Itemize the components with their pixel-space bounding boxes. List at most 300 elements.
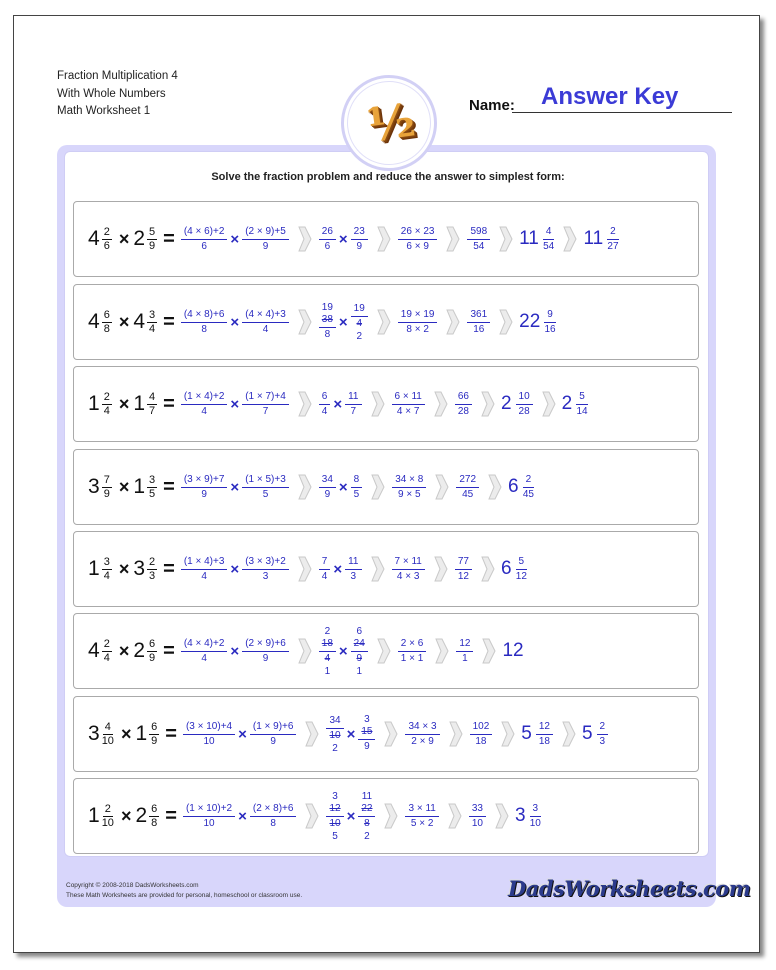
- fraction-numerator: 8: [351, 473, 363, 488]
- answer-whole: 6: [508, 476, 519, 497]
- fraction-denominator: 5: [262, 488, 269, 500]
- fraction-numerator: (2 × 9)+5: [242, 225, 289, 240]
- fraction-numerator: 2: [149, 555, 156, 568]
- multiply-sign: ×: [230, 395, 240, 413]
- cancel-result-numerator: 3: [332, 790, 338, 802]
- problem-question: [88, 226, 180, 253]
- fraction-numerator: 5: [516, 555, 528, 570]
- answer-whole: 11: [583, 228, 604, 249]
- step-fraction: [358, 791, 375, 842]
- instructions: Solve the fraction problem and reduce the answer to simplest form:: [211, 171, 565, 183]
- answer-whole: 11: [519, 228, 539, 249]
- fraction-denominator: 9: [262, 652, 269, 664]
- whole-number-2: 2: [135, 804, 148, 827]
- step-arrow-icon: [446, 226, 460, 252]
- equals-sign: =: [163, 639, 175, 662]
- step-arrow-icon: [298, 474, 312, 500]
- fraction-numerator: (3 × 3)+2: [242, 555, 289, 570]
- whole-number-2: 2: [133, 639, 146, 662]
- fraction-numerator: 2: [103, 637, 110, 650]
- question-fraction-2: [147, 309, 157, 336]
- fraction-denominator: 3: [262, 570, 269, 582]
- fraction-numerator: 12: [536, 720, 553, 735]
- fraction-denominator: 6 × 9: [406, 240, 429, 252]
- whole-number-2: 2: [133, 227, 146, 250]
- fraction-numerator: 77: [455, 555, 472, 570]
- fraction-denominator: 8 × 2: [406, 323, 429, 335]
- step-fraction: [319, 390, 331, 419]
- fraction-denominator: 4: [201, 405, 207, 417]
- step-fraction: [398, 225, 438, 254]
- question-fraction-2: [149, 803, 159, 830]
- fraction-denominator: 4: [356, 318, 363, 329]
- step-arrow-icon: [371, 474, 385, 500]
- fraction-numerator: 272: [456, 473, 479, 488]
- step-arrow-icon: [499, 226, 513, 252]
- cancel-result-denominator: 2: [364, 830, 370, 842]
- fraction-numerator: 3: [103, 555, 110, 568]
- solution-steps: [180, 390, 589, 419]
- problem-question: [88, 721, 182, 748]
- multiply-sign: ×: [338, 230, 348, 248]
- step-fraction: [250, 802, 297, 831]
- cancel-result-numerator: 6: [356, 625, 363, 637]
- multiply-sign: ×: [333, 395, 343, 413]
- whole-number-2: 4: [133, 310, 146, 333]
- step-fraction: [455, 390, 472, 419]
- fraction-denominator: 28: [457, 405, 469, 417]
- whole-number-1: 4: [88, 639, 100, 662]
- equals-sign: =: [165, 804, 177, 827]
- fraction-numerator: 6: [319, 390, 331, 405]
- question-fraction-2: [147, 474, 157, 501]
- step-arrow-icon: [449, 721, 463, 747]
- step-fraction: [242, 555, 289, 584]
- fraction-numerator: (1 × 4)+3: [181, 555, 228, 570]
- step-fraction: [530, 802, 542, 831]
- step-arrow-icon: [305, 803, 319, 829]
- step-fraction: [351, 302, 368, 342]
- fraction-denominator: 10: [529, 817, 541, 829]
- problem-question: [88, 474, 180, 501]
- question-fraction-2: [147, 556, 157, 583]
- step-arrow-icon: [499, 309, 513, 335]
- step-arrow-icon: [434, 391, 448, 417]
- multiply-sign: ×: [118, 311, 130, 332]
- fraction-denominator: 14: [576, 405, 588, 417]
- whole-number-1: 3: [88, 475, 100, 498]
- dadsworksheets-logo: DadsWorksheets.com: [508, 876, 751, 901]
- step-fraction: [183, 802, 235, 831]
- fraction-numerator: 9: [544, 308, 556, 323]
- step-fraction: [398, 637, 427, 666]
- step-fraction: [523, 473, 535, 502]
- fraction-numerator: 23: [351, 225, 368, 240]
- fraction-denominator: 3: [149, 569, 156, 582]
- multiply-sign: ×: [238, 807, 247, 825]
- fraction-denominator: 10: [101, 816, 114, 829]
- step-arrow-icon: [298, 309, 312, 335]
- step-fraction: [326, 714, 343, 754]
- fraction-numerator: 5: [149, 225, 156, 238]
- step-fraction: [398, 308, 438, 337]
- step-fraction: [183, 720, 235, 749]
- fraction-numerator: 2: [104, 802, 111, 815]
- problem-question: [88, 309, 180, 336]
- fraction-numerator: 2: [103, 390, 110, 403]
- equals-sign: =: [163, 227, 175, 250]
- whole-number-1: 3: [88, 722, 100, 745]
- fraction-denominator: 4: [201, 570, 207, 582]
- fraction-denominator: 3: [350, 570, 357, 582]
- step-fraction: [319, 225, 336, 254]
- step-arrow-icon: [384, 721, 398, 747]
- fraction-denominator: 9: [356, 240, 363, 252]
- fraction-numerator: 19: [351, 302, 368, 317]
- question-fraction-1: [102, 226, 112, 253]
- fraction-numerator: 6: [151, 720, 158, 733]
- fraction-numerator: 3 × 11: [405, 802, 438, 817]
- step-fraction: [607, 225, 619, 254]
- fraction-numerator: 7: [103, 473, 110, 486]
- step-arrow-icon: [298, 638, 312, 664]
- question-fraction-1: [102, 309, 112, 336]
- fraction-denominator: 6: [324, 240, 331, 252]
- step-fraction: [181, 473, 228, 502]
- question-fraction-2: [147, 226, 157, 253]
- cancel-result-numerator: 11: [361, 790, 373, 802]
- step-fraction: [181, 555, 228, 584]
- question-fraction-1: [102, 474, 112, 501]
- problem-question: [88, 391, 180, 418]
- solution-steps: [180, 225, 620, 254]
- step-fraction: [242, 225, 289, 254]
- step-fraction: [456, 473, 479, 502]
- fraction-denominator: 4: [324, 652, 331, 664]
- fraction-numerator: 4: [149, 390, 156, 403]
- fraction-numerator: (2 × 8)+6: [250, 802, 297, 817]
- equals-sign: =: [163, 310, 175, 333]
- whole-number-1: 1: [88, 557, 100, 580]
- fraction-numerator: 6 × 11: [392, 390, 425, 405]
- fraction-numerator: (1 × 7)+4: [242, 390, 289, 405]
- solution-steps: [180, 473, 535, 502]
- fraction-denominator: 54: [473, 240, 485, 252]
- question-fraction-1: [102, 391, 112, 418]
- whole-number-1: 1: [88, 804, 100, 827]
- fraction-numerator: (3 × 10)+4: [183, 720, 235, 735]
- fraction-denominator: 4: [103, 651, 110, 664]
- step-fraction: [351, 473, 363, 502]
- fraction-denominator: 9: [356, 652, 363, 664]
- title-line-1: Fraction Multiplication 4: [57, 70, 178, 82]
- fraction-denominator: 9: [270, 735, 276, 747]
- solution-steps: [180, 302, 557, 342]
- fraction-numerator: (4 × 8)+6: [181, 308, 228, 323]
- solution-steps: [182, 791, 542, 842]
- multiply-sign: ×: [338, 642, 348, 660]
- fraction-denominator: 4: [149, 322, 156, 335]
- fraction-numerator: 3: [149, 473, 156, 486]
- step-fraction: [181, 637, 228, 666]
- cancel-result-denominator: 1: [356, 665, 363, 677]
- fraction-denominator: 45: [522, 488, 534, 500]
- fraction-denominator: 2 × 9: [411, 735, 434, 747]
- multiply-sign: ×: [120, 723, 132, 744]
- problem-row: [73, 201, 699, 277]
- fraction-numerator: 26 × 23: [398, 225, 438, 240]
- fraction-denominator: 8: [151, 816, 158, 829]
- fraction-numerator: 6: [103, 308, 110, 321]
- fraction-denominator: 7: [262, 405, 269, 417]
- answer-whole: 3: [514, 805, 526, 826]
- step-fraction: [242, 637, 289, 666]
- fraction-denominator: 12: [515, 570, 527, 582]
- fraction-denominator: 9: [364, 741, 370, 752]
- whole-number-1: 1: [88, 392, 100, 415]
- half-fraction-logo: [341, 75, 437, 171]
- cancel-result-denominator: 1: [324, 665, 331, 677]
- fraction-numerator: 18: [319, 637, 336, 652]
- step-arrow-icon: [435, 474, 449, 500]
- problem-question: [88, 556, 180, 583]
- fraction-numerator: 2: [103, 225, 110, 238]
- fraction-numerator: 66: [455, 390, 472, 405]
- multiply-sign: ×: [338, 313, 348, 331]
- step-fraction: [455, 555, 472, 584]
- question-fraction-2: [149, 721, 159, 748]
- multiply-sign: ×: [118, 228, 130, 249]
- step-arrow-icon: [481, 556, 495, 582]
- fraction-numerator: 12: [326, 802, 343, 817]
- multiply-sign: ×: [118, 640, 130, 661]
- fraction-numerator: (1 × 5)+3: [242, 473, 289, 488]
- fraction-denominator: 45: [462, 488, 474, 500]
- step-arrow-icon: [563, 226, 577, 252]
- step-arrow-icon: [371, 556, 385, 582]
- step-fraction: [467, 308, 490, 337]
- fraction-denominator: 4: [103, 569, 110, 582]
- step-fraction: [181, 225, 228, 254]
- whole-number-1: 4: [88, 227, 100, 250]
- problem-row: [73, 778, 699, 854]
- step-fraction: [470, 720, 493, 749]
- fraction-denominator: 18: [475, 735, 487, 747]
- fraction-denominator: 9: [324, 488, 331, 500]
- step-fraction: [543, 225, 555, 254]
- step-fraction: [516, 555, 528, 584]
- step-fraction: [456, 637, 473, 666]
- step-fraction: [181, 390, 228, 419]
- fraction-denominator: 9: [151, 734, 158, 747]
- multiply-sign: ×: [230, 230, 240, 248]
- fraction-numerator: 33: [469, 802, 486, 817]
- problem-question: [88, 803, 182, 830]
- multiply-sign: ×: [338, 478, 348, 496]
- cancel-result-denominator: 2: [356, 331, 363, 342]
- multiply-sign: ×: [118, 393, 130, 414]
- fraction-denominator: 9: [103, 487, 110, 500]
- multiply-sign: ×: [118, 558, 130, 579]
- fraction-numerator: 34 × 3: [405, 720, 439, 735]
- question-fraction-1: [102, 638, 112, 665]
- equals-sign: =: [163, 392, 175, 415]
- step-fraction: [467, 225, 490, 254]
- fraction-denominator: 5 × 2: [410, 817, 434, 829]
- step-fraction: [392, 473, 426, 502]
- question-fraction-2: [147, 391, 157, 418]
- fraction-numerator: 11: [345, 390, 361, 405]
- cancel-result-numerator: 19: [321, 302, 333, 313]
- multiply-sign: ×: [118, 476, 130, 497]
- fraction-numerator: (1 × 9)+6: [250, 720, 297, 735]
- step-fraction: [319, 302, 336, 342]
- fraction-denominator: 4: [321, 405, 328, 417]
- problem-row: [73, 284, 699, 360]
- problem-row: [73, 366, 699, 442]
- fraction-numerator: 4: [543, 225, 555, 240]
- fraction-numerator: 24: [351, 637, 368, 652]
- question-fraction-2: [147, 638, 157, 665]
- step-arrow-icon: [298, 391, 312, 417]
- solution-steps: [180, 555, 528, 584]
- whole-number-2: 1: [133, 475, 146, 498]
- worksheet-title: [57, 68, 178, 121]
- fraction-denominator: 9: [201, 488, 207, 500]
- whole-number-2: 3: [133, 557, 146, 580]
- step-fraction: [392, 390, 425, 419]
- name-label: Name:: [469, 97, 515, 114]
- fraction-denominator: 8: [270, 817, 276, 829]
- step-fraction: [358, 714, 375, 754]
- fraction-numerator: 34: [319, 473, 336, 488]
- answer-whole: 12: [502, 640, 524, 661]
- fraction-denominator: 4: [103, 404, 110, 417]
- multiply-sign: ×: [346, 725, 356, 743]
- fraction-numerator: 12: [456, 637, 473, 652]
- multiply-sign: ×: [230, 642, 240, 660]
- step-arrow-icon: [481, 391, 495, 417]
- step-fraction: [319, 473, 336, 502]
- fraction-numerator: (4 × 4)+2: [181, 637, 228, 652]
- fraction-denominator: 4: [262, 323, 269, 335]
- fraction-numerator: (1 × 10)+2: [183, 802, 235, 817]
- fraction-numerator: (3 × 9)+7: [181, 473, 228, 488]
- fraction-denominator: 10: [101, 734, 114, 747]
- fraction-denominator: 16: [544, 323, 556, 335]
- footer: [66, 881, 302, 901]
- fraction-denominator: 5: [353, 488, 360, 500]
- whole-number-2: 1: [133, 392, 146, 415]
- equals-sign: =: [163, 475, 175, 498]
- fraction-denominator: 9: [149, 651, 156, 664]
- fraction-numerator: 6: [151, 802, 158, 815]
- step-arrow-icon: [482, 638, 496, 664]
- fraction-denominator: 16: [473, 323, 485, 335]
- fraction-denominator: 6: [201, 240, 207, 252]
- step-fraction: [181, 308, 228, 337]
- step-fraction: [250, 720, 297, 749]
- step-arrow-icon: [434, 556, 448, 582]
- step-fraction: [392, 555, 425, 584]
- usage-text: These Math Worksheets are provided for personal, homeschool or classroom use.: [66, 892, 303, 899]
- equals-sign: =: [163, 557, 175, 580]
- fraction-denominator: 5: [149, 487, 156, 500]
- answer-whole: 5: [581, 723, 593, 744]
- fraction-numerator: 4: [104, 720, 111, 733]
- fraction-denominator: 1 × 1: [400, 652, 424, 664]
- fraction-denominator: 9 × 5: [398, 488, 421, 500]
- whole-number-2: 1: [135, 722, 148, 745]
- fraction-denominator: 12: [457, 570, 469, 582]
- step-arrow-icon: [298, 556, 312, 582]
- fraction-denominator: 6: [103, 239, 110, 252]
- copyright-text: Copyright © 2008-2018 DadsWorksheets.com: [66, 882, 199, 889]
- fraction-denominator: 8: [103, 322, 110, 335]
- fraction-numerator: 34: [326, 714, 343, 729]
- step-fraction: [516, 390, 533, 419]
- multiply-sign: ×: [230, 478, 240, 496]
- fraction-denominator: 27: [607, 240, 619, 252]
- fraction-denominator: 8: [201, 323, 207, 335]
- cancel-result-denominator: 5: [332, 830, 338, 842]
- fraction-denominator: 10: [203, 817, 215, 829]
- step-fraction: [351, 626, 368, 677]
- problem-row: [73, 696, 699, 772]
- fraction-numerator: 2: [597, 720, 609, 735]
- step-fraction: [242, 390, 289, 419]
- multiply-sign: ×: [346, 807, 356, 825]
- fraction-denominator: 4 × 7: [396, 405, 420, 417]
- fraction-numerator: 19 × 19: [398, 308, 438, 323]
- fraction-denominator: 28: [518, 405, 530, 417]
- fraction-numerator: 361: [467, 308, 490, 323]
- title-line-3: Math Worksheet 1: [57, 105, 151, 117]
- half-fraction-icon: ½: [363, 93, 415, 153]
- step-fraction: [597, 720, 609, 749]
- fraction-denominator: 10: [329, 730, 341, 741]
- step-fraction: [319, 555, 331, 584]
- fraction-denominator: 9: [149, 239, 156, 252]
- fraction-numerator: 3: [530, 802, 542, 817]
- fraction-numerator: 34 × 8: [392, 473, 426, 488]
- fraction-denominator: 54: [543, 240, 555, 252]
- fraction-numerator: (2 × 9)+6: [242, 637, 289, 652]
- equals-sign: =: [165, 722, 177, 745]
- fraction-numerator: 22: [358, 802, 375, 817]
- step-arrow-icon: [435, 638, 449, 664]
- step-fraction: [469, 802, 486, 831]
- title-line-2: With Whole Numbers: [57, 87, 166, 100]
- fraction-denominator: 7: [149, 404, 156, 417]
- fraction-denominator: 7: [350, 405, 357, 417]
- answer-whole: 6: [500, 558, 512, 579]
- fraction-numerator: 11: [345, 555, 361, 570]
- solution-steps: [180, 626, 527, 677]
- fraction-numerator: 15: [358, 725, 375, 740]
- fraction-denominator: 3: [599, 735, 606, 747]
- step-arrow-icon: [384, 803, 398, 829]
- step-arrow-icon: [377, 638, 391, 664]
- fraction-denominator: 4 × 3: [396, 570, 420, 582]
- step-arrow-icon: [448, 803, 462, 829]
- cancel-result-denominator: 2: [332, 743, 338, 754]
- fraction-denominator: 4: [201, 652, 207, 664]
- step-arrow-icon: [562, 721, 576, 747]
- step-fraction: [405, 720, 439, 749]
- step-arrow-icon: [542, 391, 556, 417]
- solution-steps: [182, 714, 609, 754]
